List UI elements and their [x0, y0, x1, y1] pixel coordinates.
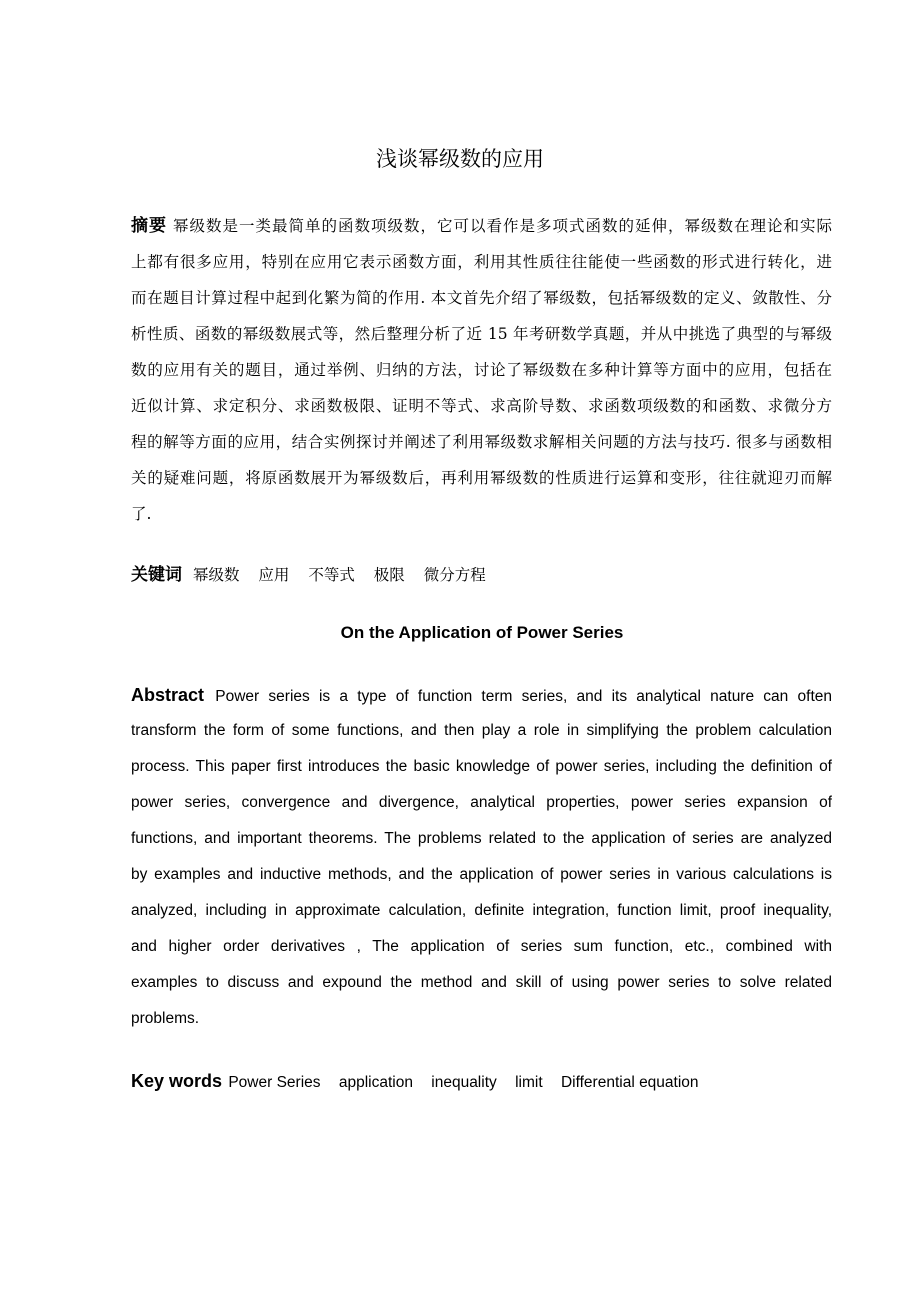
keyword: 幂级数	[192, 566, 240, 584]
abstract-line: and higher order derivatives , The application of series sum function, etc., combined with	[131, 938, 832, 955]
abstract-line: by examples and inductive methods, and the application of power series in various calculations is	[131, 866, 832, 883]
abstract-line	[131, 208, 832, 244]
abstract-line	[131, 677, 832, 713]
abstract-text: 幂级数是一类最简单的函数项级数，它可以看作是多项式函数的延伸，幂级数在理论和实际	[173, 217, 832, 235]
abstract-line: process. This paper first introduces the basic knowledge of power series, including the definition of	[131, 758, 832, 775]
abstract-line: 程的解等方面的应用，结合实例探讨并阐述了利用幂级数求解相关问题的方法与技巧. 很多与函数相	[131, 433, 832, 451]
chinese-abstract	[131, 208, 832, 532]
chinese-title: 浅谈幂级数的应用	[376, 147, 544, 171]
keyword: 应用	[258, 566, 290, 584]
chinese-keywords	[131, 557, 832, 593]
english-title: On the Application of Power Series	[340, 623, 624, 642]
keyword: application	[338, 1074, 413, 1091]
abstract-line: 析性质、函数的幂级数展式等，然后整理分析了近 15 年考研数学真题，并从中挑选了典型的与幂级	[131, 325, 832, 343]
abstract-label: 摘要	[131, 216, 167, 236]
keyword: 微分方程	[423, 566, 486, 584]
abstract-line: 上都有很多应用，特别在应用它表示函数方面，利用其性质往往能使一些函数的形式进行转化，进	[131, 253, 832, 271]
abstract-line: 而在题目计算过程中起到化繁为简的作用. 本文首先介绍了幂级数，包括幂级数的定义、敛散性、分	[131, 289, 832, 307]
keyword: 不等式	[308, 566, 355, 584]
keyword: Differential equation	[560, 1074, 699, 1091]
english-keywords	[131, 1063, 832, 1099]
abstract-line: power series, convergence and divergence, analytical properties, power series expansion of	[131, 794, 832, 811]
keyword: 极限	[373, 566, 405, 584]
abstract-line: examples to discuss and expound the method and skill of using power series to solve related	[131, 974, 832, 991]
abstract-line: problems.	[131, 1010, 200, 1027]
keyword: Power Series	[228, 1074, 321, 1091]
keywords-label: Key words	[131, 1071, 223, 1091]
abstract-label: Abstract	[131, 685, 205, 705]
abstract-line: analyzed, including in approximate calculation, definite integration, function limit, proof inequality,	[131, 902, 832, 919]
abstract-line: 关的疑难问题，将原函数展开为幂级数后，再利用幂级数的性质进行运算和变形，往往就迎刃而解	[131, 469, 832, 487]
english-abstract	[131, 677, 832, 1037]
abstract-line: transform the form of some functions, and then play a role in simplifying the problem calculation	[131, 722, 832, 739]
abstract-line: 数的应用有关的题目，通过举例、归纳的方法，讨论了幂级数在多种计算等方面中的应用，包括在	[131, 361, 832, 379]
abstract-line: 近似计算、求定积分、求函数极限、证明不等式、求高阶导数、求函数项级数的和函数、求微分方	[131, 397, 832, 415]
keyword: limit	[515, 1074, 543, 1091]
abstract-text: Power series is a type of function term series, and its analytical nature can often	[215, 688, 832, 705]
abstract-line: 了.	[131, 505, 152, 523]
keyword: inequality	[431, 1074, 497, 1091]
keywords-label: 关键词	[131, 565, 182, 585]
abstract-line: functions, and important theorems. The problems related to the application of series are analyzed	[131, 830, 832, 847]
